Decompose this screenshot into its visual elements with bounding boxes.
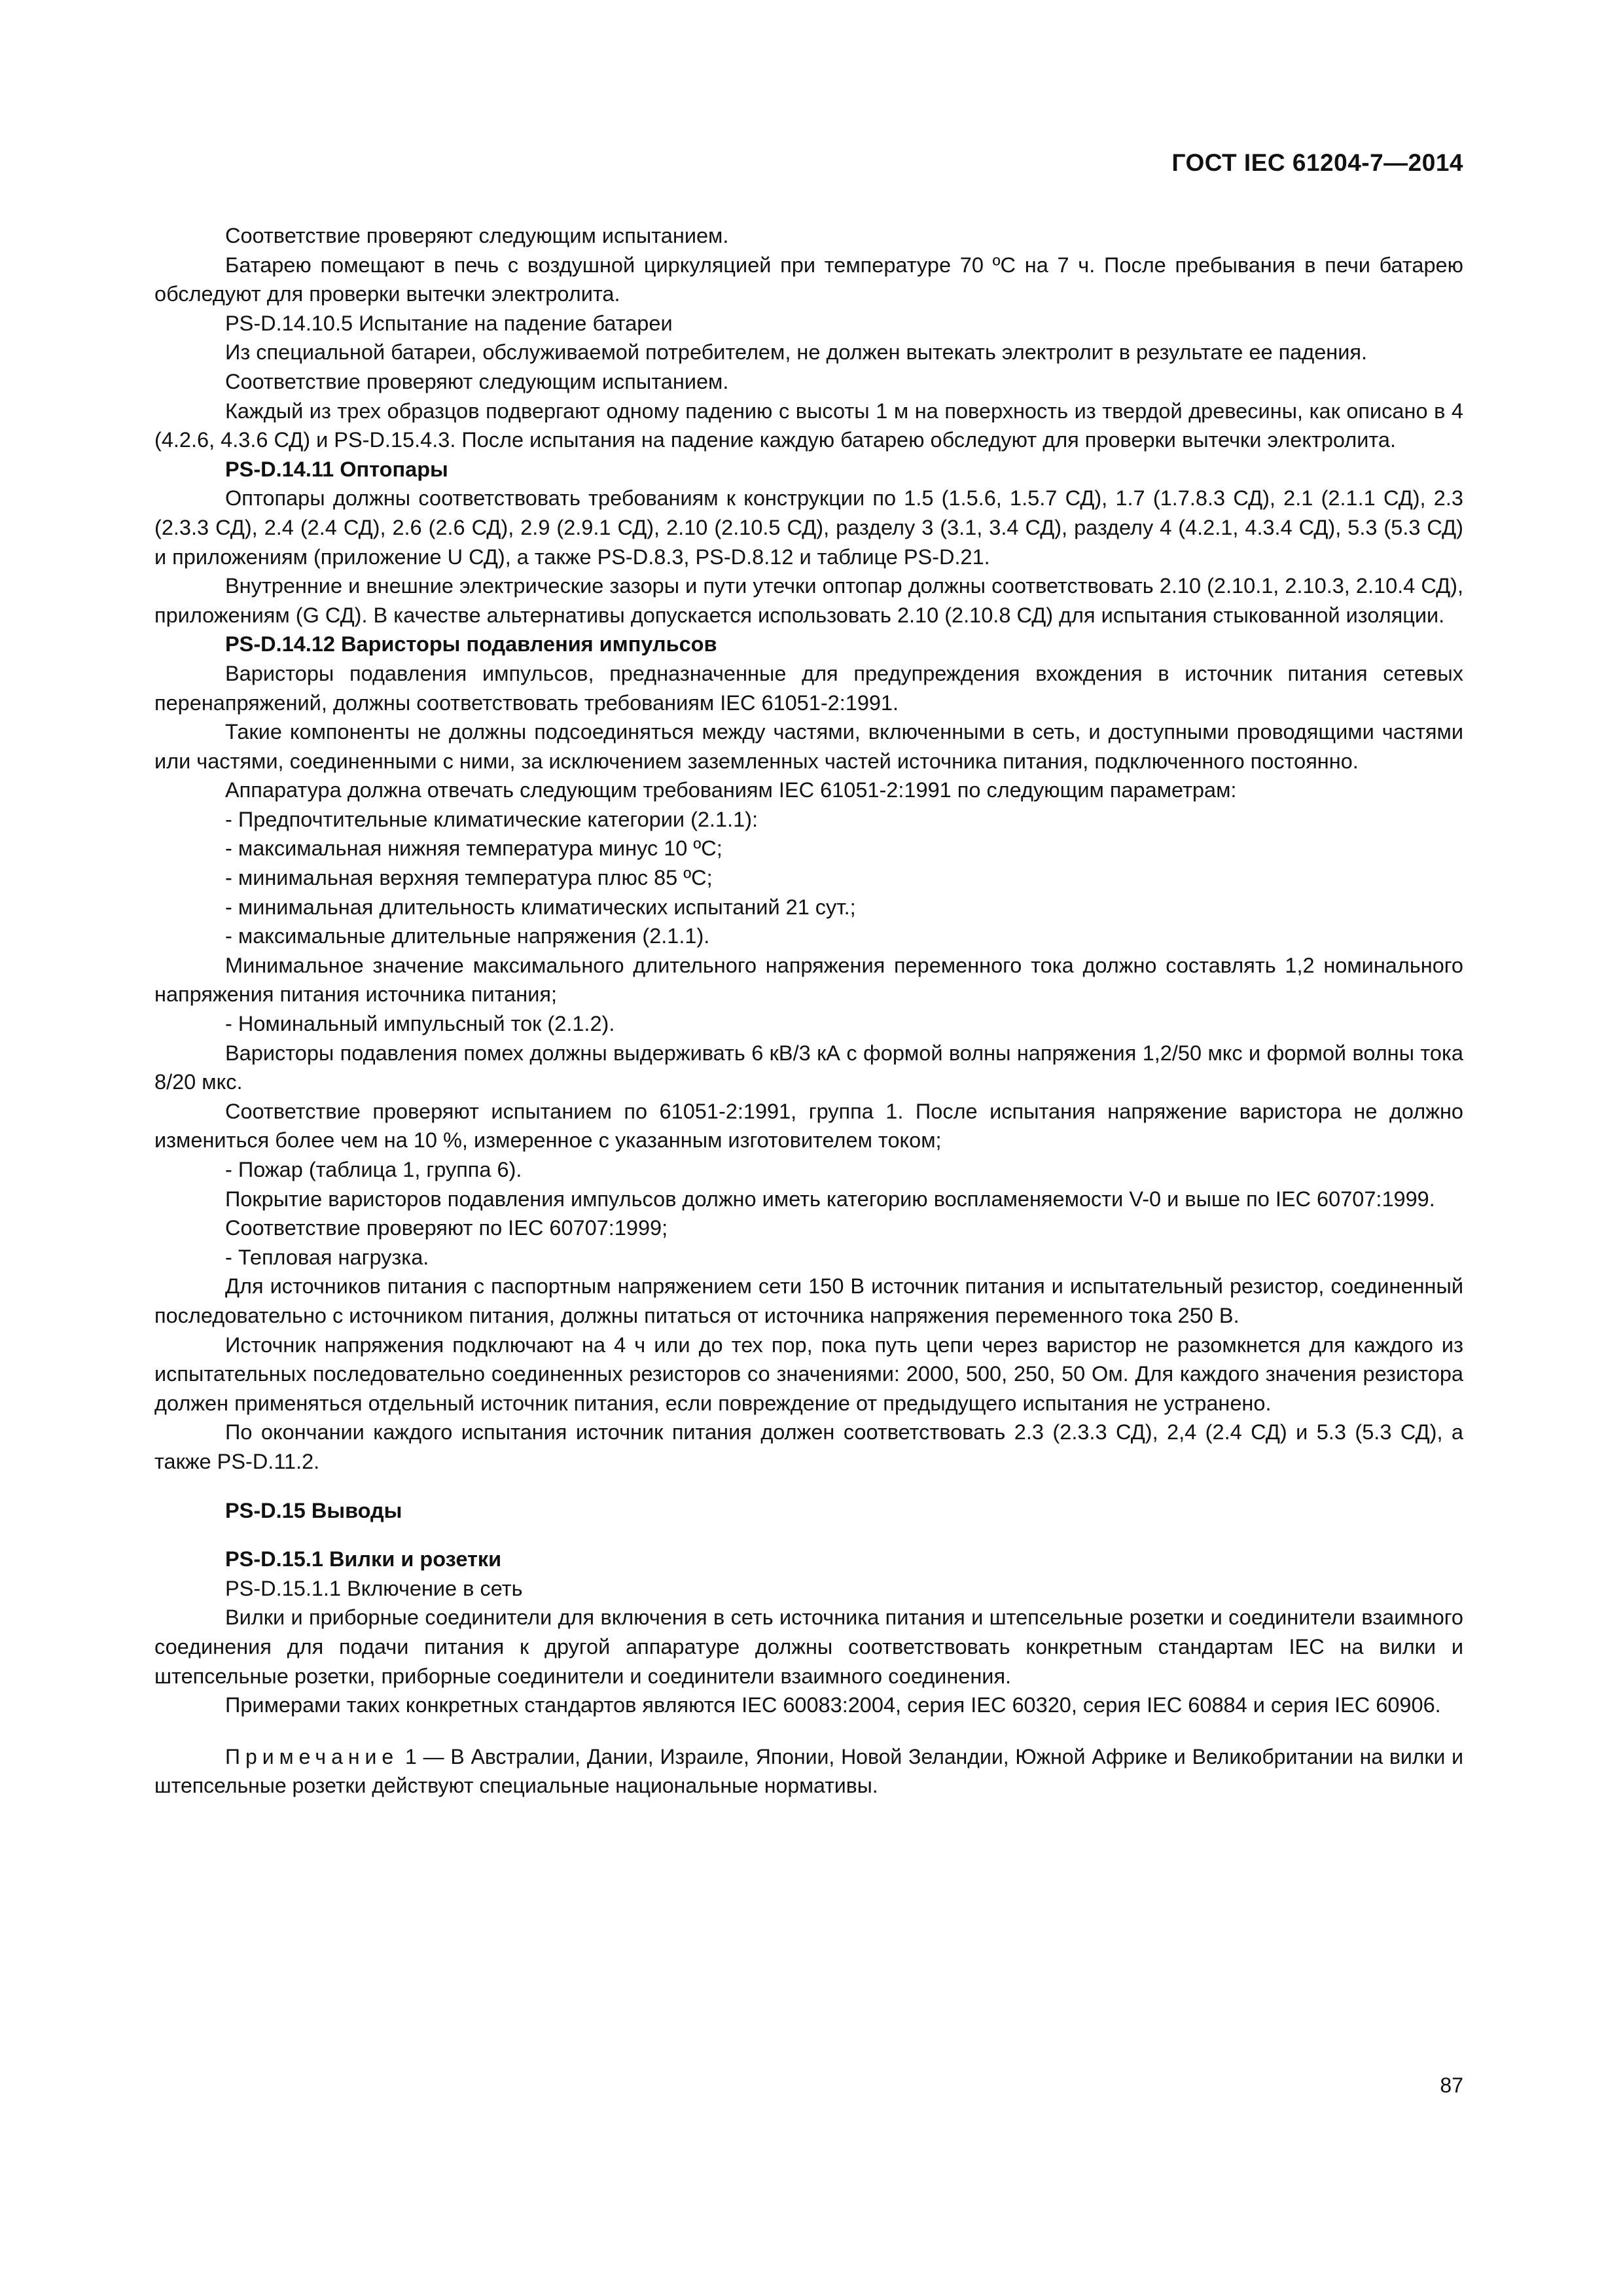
list-item: - Тепловая нагрузка. [225,1245,429,1269]
note-text: 1 — В Австралии, Дании, Израиле, Японии, Новой Зеландии, Южной Африке и Великобритании на вилки и штепсельные розетки действуют специальные национальные нормативы. [154,1744,1464,1798]
paragraph: Соответствие проверяют испытанием по 61051-2:1991, группа 1. После испытания напряжение варистора не должно измениться более чем на 10 %, измеренное с указанным изготовителем током; [154,1099,1463,1153]
paragraph: Источник напряжения подключают на 4 ч или до тех пор, пока путь цепи через варистор не разомкнется для каждого из испытательных последовательно соединенных резисторов со значениями: 2000, 500, 250, 50 Ом. Для каждого значения резистора должен применяться отдельный источник питания, если повреждение от предыдущего испытания не устранено. [154,1333,1463,1415]
page-number: 87 [1440,2073,1463,2097]
paragraph: Варисторы подавления импульсов, предназначенные для предупреждения вхождения в источник питания сетевых перенапряжений, должны соответствовать требованиям IEC 61051-2:1991. [154,661,1463,715]
list-item: - Номинальный импульсный ток (2.1.2). [225,1012,615,1036]
section-heading: PS-D.15 Выводы [225,1498,402,1522]
document-code-header: ГОСТ IEC 61204-7—2014 [1171,149,1463,176]
paragraph: Для источников питания с паспортным напряжением сети 150 В источник питания и испытательный резистор, соединенный последовательно с источником питания, должны питаться от источника напряжения переменного тока 250 В. [154,1274,1463,1327]
clause-heading: PS-D.14.10.5 Испытание на падение батареи [225,311,673,335]
list-item: - минимальная длительность климатических испытаний 21 сут.; [225,895,856,919]
list-item: - Пожар (таблица 1, группа 6). [225,1158,522,1181]
note-label: Примечание [225,1744,399,1768]
clause-heading: PS-D.15.1.1 Включение в сеть [225,1576,523,1600]
paragraph: Батарею помещают в печь с воздушной циркуляцией при температуре 70 ºС на 7 ч. После пребывания в печи батарею обследуют для проверки вытечки электролита. [154,253,1463,306]
paragraph: Минимальное значение максимального длительного напряжения переменного тока должно составлять 1,2 номинального напряжения питания источника питания; [154,953,1463,1007]
document-body [154,221,1463,1801]
document-page [154,0,1463,2296]
list-item: - максимальные длительные напряжения (2.1.1). [225,924,710,948]
paragraph: Покрытие варисторов подавления импульсов должно иметь категорию воспламеняемости V-0 и выше по IEC 60707:1999. [225,1187,1435,1211]
paragraph: Такие компоненты не должны подсоединяться между частями, включенными в сеть, и доступными проводящими частями или частями, соединенными с ними, за исключением заземленных частей источника питания, подключенного постоянно. [154,720,1463,773]
paragraph: Примерами таких конкретных стандартов являются IEC 60083:2004, серия IEC 60320, серия IEC 60884 и серия IEC 60906. [225,1693,1441,1717]
list-item: - минимальная верхняя температура плюс 85 ºС; [225,866,713,890]
section-heading: PS-D.14.12 Варисторы подавления импульсов [225,632,717,656]
list-item: - Предпочтительные климатические категории (2.1.1): [225,807,758,831]
paragraph: Оптопары должны соответствовать требованиям к конструкции по 1.5 (1.5.6, 1.5.7 СД), 1.7 (1.7.8.3 СД), 2.1 (2.1.1 СД), 2.3 (2.3.3 СД), 2.4 (2.4 СД), 2.6 (2.6 СД), 2.9 (2.9.1 СД), 2.10 (2.10.5 СД), разделу 3 (3.1, 3.4 СД), разделу 4 (4.2.1, 4.3.4 СД), 5.3 (5.3 СД) и приложениям (приложение U СД), а также PS-D.8.3, PS-D.8.12 и таблице PS-D.21. [154,486,1463,569]
paragraph: Аппаратура должна отвечать следующим требованиям IEC 61051-2:1991 по следующим параметрам: [225,778,1237,802]
paragraph: Внутренние и внешние электрические зазоры и пути утечки оптопар должны соответствовать 2.10 (2.10.1, 2.10.3, 2.10.4 СД), приложениям (G СД). В качестве альтернативы допускается использовать 2.10 (2.10.8 СД) для испытания стыкованной изоляции. [154,574,1463,627]
paragraph: По окончании каждого испытания источник питания должен соответствовать 2.3 (2.3.3 СД), 2,4 (2.4 СД) и 5.3 (5.3 СД), а также PS-D.11.2. [154,1420,1463,1473]
section-heading: PS-D.14.11 Оптопары [225,457,448,481]
paragraph: Варисторы подавления помех должны выдерживать 6 кВ/3 кА с формой волны напряжения 1,2/50 мкс и формой волны тока 8/20 мкс. [154,1041,1463,1094]
paragraph: Из специальной батареи, обслуживаемой потребителем, не должен вытекать электролит в результате ее падения. [225,340,1368,365]
note [154,1742,1463,1801]
paragraph: Каждый из трех образцов подвергают одному падению с высоты 1 м на поверхность из твердой древесины, как описано в 4 (4.2.6, 4.3.6 СД) и PS-D.15.4.3. После испытания на падение каждую батарею обследуют для проверки вытечки электролита. [154,399,1463,452]
paragraph: Соответствие проверяют следующим испытанием. [225,369,729,393]
paragraph: Соответствие проверяют по IEC 60707:1999; [225,1216,668,1240]
list-item: - максимальная нижняя температура минус 10 ºС; [225,836,722,861]
section-heading: PS-D.15.1 Вилки и розетки [225,1547,502,1571]
paragraph: Вилки и приборные соединители для включения в сеть источника питания и штепсельные розетки и соединители взаимного соединения для подачи питания к другой аппаратуре должны соответствовать конкретным стандартам IEC на вилки и штепсельные розетки, приборные соединители и соединители взаимного соединения. [154,1605,1463,1688]
paragraph: Соответствие проверяют следующим испытанием. [225,224,729,247]
